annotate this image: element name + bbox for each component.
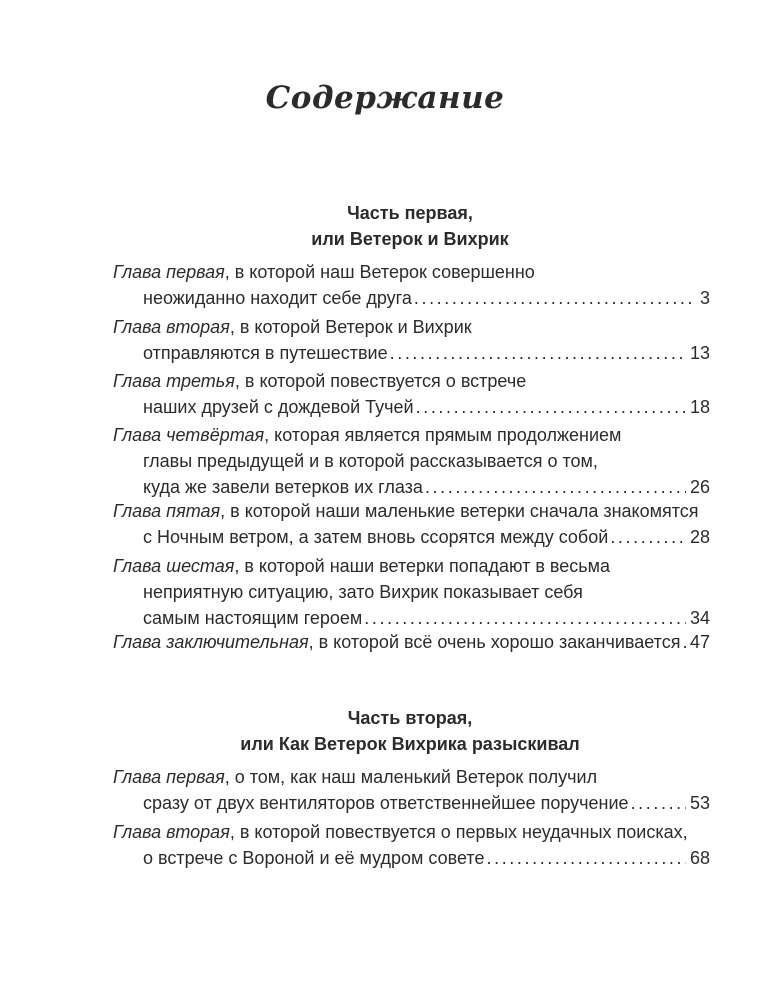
page-number: 3: [699, 288, 710, 308]
dot-leader: [425, 474, 686, 500]
chapter-description-middle: главы предыдущей и в которой рассказывается о том,: [143, 451, 598, 471]
part-heading-subtitle: или Ветерок и Вихрик: [311, 229, 509, 249]
chapter-name: Глава вторая: [113, 822, 230, 842]
chapter-description-end: куда же завели ветерков их глаза: [143, 477, 423, 497]
toc-entry[interactable]: [113, 422, 710, 500]
part-heading: [0, 200, 770, 252]
chapter-description: , в которой повествуется о первых неудачных поисках,: [229, 822, 688, 842]
chapter-description-end: неожиданно находит себе друга: [143, 288, 412, 308]
toc-entry[interactable]: [113, 259, 710, 311]
toc-entry[interactable]: [113, 629, 710, 655]
chapter-description-middle: неприятную ситуацию, зато Вихрик показывает себя: [143, 582, 583, 602]
part-heading: [0, 705, 770, 757]
chapter-description: , в которой наши ветерки попадают в весьма: [234, 556, 611, 576]
chapter-description: , о том, как наш маленький Ветерок получил: [224, 767, 598, 787]
page-number: 47: [689, 632, 710, 652]
chapter-name: Глава пятая: [113, 501, 221, 521]
dot-leader: [486, 845, 685, 871]
chapter-name: Глава вторая: [113, 317, 230, 337]
page-number: 13: [689, 343, 710, 363]
part-heading-line: Часть первая,: [347, 203, 473, 223]
dot-leader: [682, 629, 686, 655]
page-number: 53: [689, 793, 710, 813]
chapter-description-end: самым настоящим героем: [143, 608, 363, 628]
chapter-description-end: с Ночным ветром, а затем вновь ссорятся между собой: [143, 527, 609, 547]
chapter-description-end: о встрече с Вороной и её мудром совете: [143, 848, 485, 868]
dot-leader: [610, 524, 686, 550]
chapter-description: , в которой повествуется о встрече: [234, 371, 527, 391]
dot-leader: [416, 394, 686, 420]
chapter-name: Глава шестая: [113, 556, 235, 576]
chapter-name: Глава четвёртая: [113, 425, 265, 445]
part-heading-subtitle: или Как Ветерок Вихрика разыскивал: [240, 734, 580, 754]
chapter-name: Глава заключительная: [113, 632, 309, 652]
page-number: 18: [689, 397, 710, 417]
toc-entry[interactable]: [113, 314, 710, 366]
toc-entry[interactable]: [113, 819, 710, 871]
dot-leader: [364, 605, 686, 631]
chapter-name: Глава третья: [113, 371, 235, 391]
chapter-description: , в которой всё очень хорошо заканчивается: [308, 632, 681, 652]
chapter-description-end: сразу от двух вентиляторов ответственнейшее поручение: [143, 793, 629, 813]
page-number: 34: [689, 608, 710, 628]
part-heading-line: Часть вторая,: [347, 708, 473, 728]
chapter-description: , в которой наш Ветерок совершенно: [224, 262, 535, 282]
chapter-description: , в которой Ветерок и Вихрик: [229, 317, 472, 337]
chapter-description-end: отправляются в путешествие: [143, 343, 388, 363]
page-number: 68: [689, 848, 710, 868]
page-number: 26: [689, 477, 710, 497]
page-number: 28: [689, 527, 710, 547]
toc-entry[interactable]: [113, 498, 710, 550]
page-title: Содержание: [265, 80, 505, 116]
dot-leader: [390, 340, 686, 366]
toc-entry[interactable]: [113, 764, 710, 816]
chapter-description: , которая является прямым продолжением: [264, 425, 622, 445]
dot-leader: [631, 790, 686, 816]
dot-leader: [414, 285, 696, 311]
toc-entry[interactable]: [113, 368, 710, 420]
chapter-description-end: наших друзей с дождевой Тучей: [143, 397, 414, 417]
chapter-name: Глава первая: [113, 262, 225, 282]
chapter-description: , в которой наши маленькие ветерки сначала знакомятся: [220, 501, 699, 521]
toc-entry[interactable]: [113, 553, 710, 631]
chapter-name: Глава первая: [113, 767, 225, 787]
